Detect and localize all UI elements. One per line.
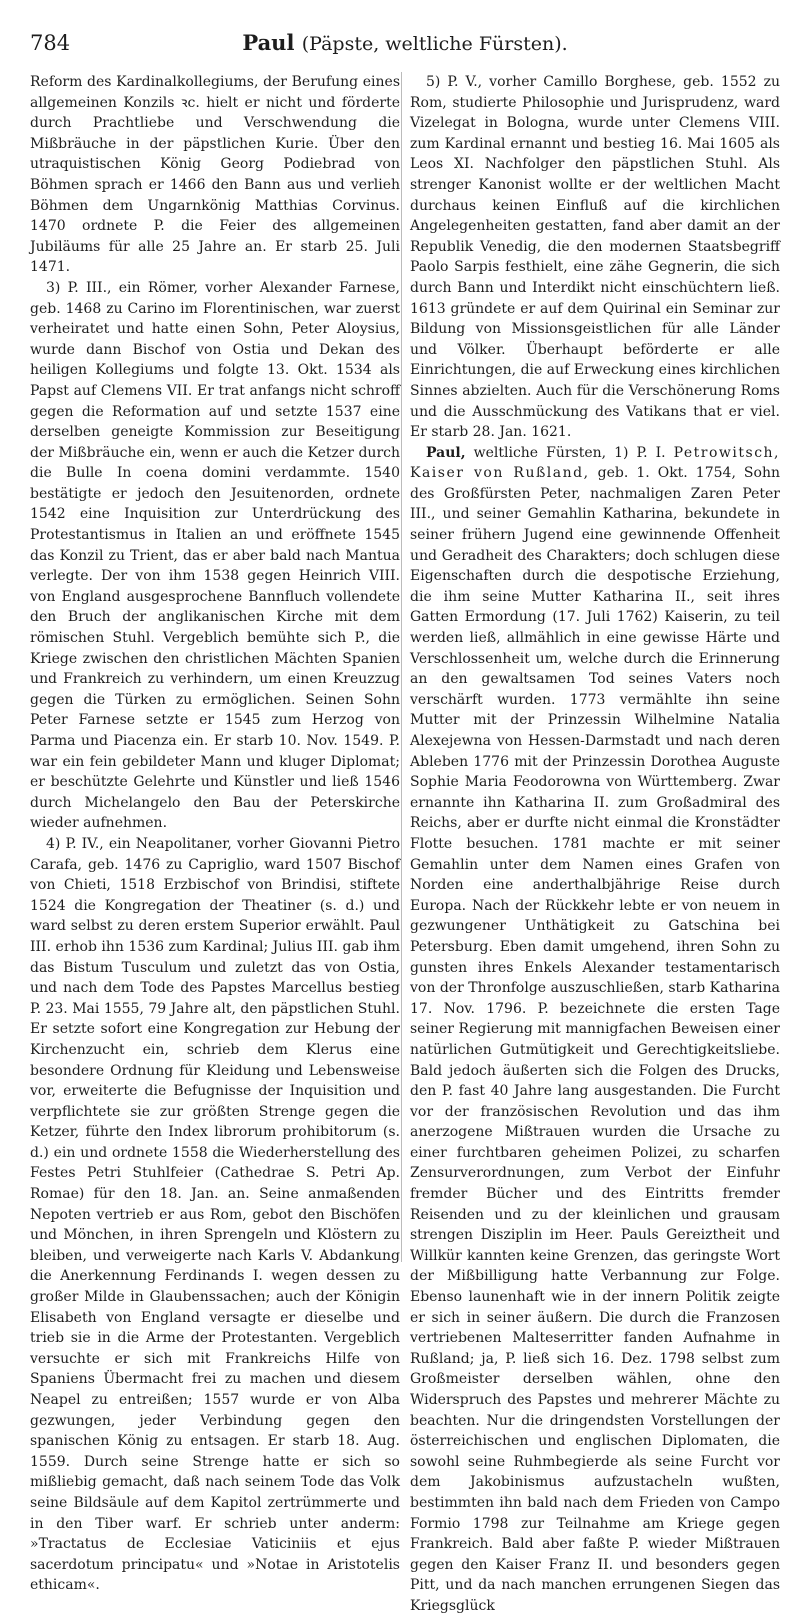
column-divider xyxy=(401,72,402,1262)
entry-person-name: Petrowitsch, Kaiser von Rußland, xyxy=(410,444,780,482)
paragraph-paul-v: 5) P. V., vorher Camillo Borghese, geb. 1552 zu Rom, studierte Philosophie und Jurisprudenz, ward Vizelegat in Bologna, wurde unter Clemens VIII. zum Kardinal ernannt und bestieg 16. Mai 1605 als Leos XI. Nachfolger den päpstlichen Stuhl. Als strenger Kanonist wollte er der weltlichen Macht durchaus keinen Einfluß auf die kirchlichen Angelegenheiten gestatten, fand aber damit an der Republik Venedig, die den modernen Staatsbegriff Paolo Sarpis festhielt, eine zähe Gegnerin, die sich durch Bann und Interdikt nicht einschüchtern ließ. 1613 gründete er auf dem Quirinal ein Seminar zur Bildung von Missionsgeistlichen für alle Länder und Völker. Überhaupt beförderte er alle Einrichtungen, die auf Erweckung eines kirchlichen Sinnes abzielten. Auch für die Verschönerung Roms und die Ausschmückung des Vatikans that er viel. Er starb 28. Jan. 1621. xyxy=(410,74,781,441)
entry-headword: Paul, xyxy=(426,444,466,461)
paragraph-paul-iii: 3) P. III., ein Römer, vorher Alexander Farnese, geb. 1468 zu Carino im Florentinischen, war zuerst verheiratet und hatte einen Sohn, Peter Aloysius, wurde dann Bischof von Ostia und Dekan des heiligen Kollegiums und folgte 13. Okt. 1534 als Papst auf Clemens VII. Er trat anfangs nicht schroff gegen die Reformation auf und setzte 1537 eine derselben geneigte Kommission zur Beseitigung der Mißbräuche ein, wenn er auch die Ketzer durch die Bulle In coena domini verdammte. 1540 bestätigte er jedoch den Jesuitenorden, ordnete 1542 eine Inquisition zur Unterdrückung des Protestantismus in Italien an und eröffnete 1545 das Konzil zu Trient, das er aber bald nach Mantua verlegte. Der von ihm 1538 gegen Heinrich VIII. von England ausgesprochene Bannfluch vollendete den Bruch der anglikanischen Kirche mit dem römischen Stuhl. Vergeblich bemühte sich P., die Kriege zwischen den christlichen Mächten Spanien und Frankreich zu verhindern, um einen Kreuzzug gegen die Türken zu ermöglichen. Seinen Sohn Peter Farnese setzte er 1545 zum Herzog von Parma und Piacenza ein. Er starb 10. Nov. 1549. P. war ein fein gebildeter Mann und kluger Diplomat; er beschützte Gelehrte und Künstler und ließ 1546 durch Michelangelo den Bau der Peterskirche wieder aufnehmen. xyxy=(30,279,400,832)
running-title-sub: (Päpste, weltliche Fürsten). xyxy=(301,33,568,55)
page-header xyxy=(30,30,780,60)
entry-body: geb. 1. Okt. 1754, Sohn des Großfürsten Peter, nachmaligen Zaren Peter III., und seiner Gemahlin Katharina, bekundete in seiner frühern Jugend eine gewinnende Offenheit und Geradheit des Charakters; doch schlugen diese Eigenschaften durch die despotische Erziehung, die ihm seine Mutter Katharina II., seit ihres Gatten Ermordung (17. Juli 1762) Kaiserin, zu teil werden ließ, allmählich in eine gewisse Härte und Verschlossenheit um, welche durch die Erinnerung an den gewaltsamen Tod seines Vaters noch verschärft wurden. 1773 vermählte ihn seine Mutter mit der Prinzessin Wilhelmine Natalia Alexejewna von Hessen-Darmstadt und nach deren Ableben 1776 mit der Prinzessin Dorothea Auguste Sophie Maria Feodorowna von Württemberg. Zwar ernannte ihn Katharina II. zum Großadmiral des Reichs, aber er durfte nicht einmal die Kronstädter Flotte besuchen. 1781 machte er mit seiner Gemahlin unter dem Namen eines Grafen von Norden eine anderthalbjährige Reise durch Europa. Nach der Rückkehr lebte er von neuem in gezwungener Unthätigkeit zu Gatschina bei Petersburg. Eben damit umgehend, ihren Sohn zu gunsten ihres Enkels Alexander testamentarisch von der Thronfolge auszuschließen, starb Katharina 17. Nov. 1796. P. bezeichnete die ersten Tage seiner Regierung mit mannigfachen Beweisen einer natürlichen Gutmütigkeit und Gerechtigkeitsliebe. Bald jedoch äußerten sich die Folgen des Drucks, den P. fast 40 Jahre lang ausgestanden. Die Furcht vor der französischen Revolution und das ihm anerzogene Mißtrauen wurden die Ursache zu einer furchtbaren geheimen Polizei, zu scharfen Zensurverordnungen, zum Verbot der Einfuhr fremder Bücher und des Eintritts fremder Reisenden und zu der kleinlichen und grausam strengen Disziplin im Heer. Pauls Gereiztheit und Willkür kannten keine Grenzen, das geringste Wort der Mißbilligung hatte Verbannung zur Folge. Ebenso launenhaft wie in der innern Politik zeigte er sich in seiner äußern. Die durch die Franzosen vertriebenen Malteserritter fanden Aufnahme in Rußland; ja, P. ließ sich 16. Dez. 1798 selbst zum Großmeister derselben wählen, ohne den Widerspruch des Papstes und mehrerer Mächte zu beachten. Nur die dringendsten Vorstellungen der österreichischen und englischen Diplomaten, die sowohl seine Ruhmbegierde als seine Furcht vor dem Jakobinismus aufzustacheln wußten, bestimmten ihn bald nach dem Frieden von Campo Formio 1798 zur Teilnahme am Kriege gegen Frankreich. Bald aber faßte P. wieder Mißtrauen gegen den Kaiser Franz II. und besonders gegen Pitt, und da nach manchen errungenen Siegen das Kriegsglück xyxy=(410,465,780,1614)
page-number: 784 xyxy=(30,31,71,55)
right-column xyxy=(410,72,781,1614)
running-title xyxy=(30,30,780,57)
paragraph-paul-iv: 4) P. IV., ein Neapolitaner, vorher Giovanni Pietro Carafa, geb. 1476 zu Capriglio, ward 1507 Bischof von Chieti, 1518 Erzbischof von Brindisi, stiftete 1524 die Kongregation der Theatiner (s. d.) und ward selbst zu deren erstem Superior erwählt. Paul III. erhob ihn 1536 zum Kardinal; Julius III. gab ihm das Bistum Tusculum und zuletzt das von Ostia, und nach dem Tode des Papstes Marcellus bestieg P. 23. Mai 1555, 79 Jahre alt, den päpstlichen Stuhl. Er setzte sofort eine Kongregation zur Hebung der Kirchenzucht ein, schrieb dem Klerus eine besondere Ordnung für Kleidung und Lebensweise vor, erweiterte die Befugnisse der Inquisition und verpflichtete sie zur größten Strenge gegen die Ketzer, führte den Index librorum prohibitorum (s. d.) ein und ordnete 1558 die Wiederherstellung des Festes Petri Stuhlfeier (Cathedrae S. Petri Ap. Romae) für den 18. Jan. an. Seine anmaßenden Nepoten vertrieb er aus Rom, gebot den Bischöfen und Mönchen, in ihren Sprengeln und Klöstern zu bleiben, und verweigerte nach Karls V. Abdankung die Anerkennung Ferdinands I. wegen dessen zu großer Milde in Glaubenssachen; auch der Königin Elisabeth von England versagte er dieselbe und trieb sie in die Arme der Protestanten. Vergeblich versuchte er sich mit Frankreichs Hilfe von Spaniens Übermacht frei zu machen und diesem Neapel zu entreißen; 1557 wurde er von Alba gezwungen, jeder Verbindung gegen den spanischen König zu entsagen. Er starb 18. Aug. 1559. Durch seine Strenge hatte er sich so mißliebig gemacht, daß nach seinem Tode das Volk seine Bildsäule auf dem Kapitol zertrümmerte und in den Tiber warf. Er schrieb unter anderm: »Tractatus de Ecclesiae Vaticiniis et ejus sacerdotum principatu« und »Notae in Aristotelis ethicam«. xyxy=(30,835,400,1594)
running-title-main: Paul xyxy=(242,30,295,55)
left-column xyxy=(30,72,400,1594)
paragraph-paul-i-russia xyxy=(410,443,780,1617)
paragraph-paul-ii-continued: Reform des Kardinalkollegiums, der Berufung eines allgemeinen Konzils ꝛc. hielt er nicht und förderte durch Prachtliebe und Verschwendung die Mißbräuche in der päpstlichen Kurie. Über den utraquistischen König Georg Podiebrad von Böhmen sprach er 1466 den Bann aus und verlieh Böhmen dem Ungarnkönig Matthias Corvinus. 1470 ordnete P. die Feier des allgemeinen Jubiläums für alle 25 Jahre an. Er starb 25. Juli 1471. xyxy=(30,74,400,276)
entry-head-rest: weltliche Fürsten, 1) P. I. xyxy=(465,444,674,461)
